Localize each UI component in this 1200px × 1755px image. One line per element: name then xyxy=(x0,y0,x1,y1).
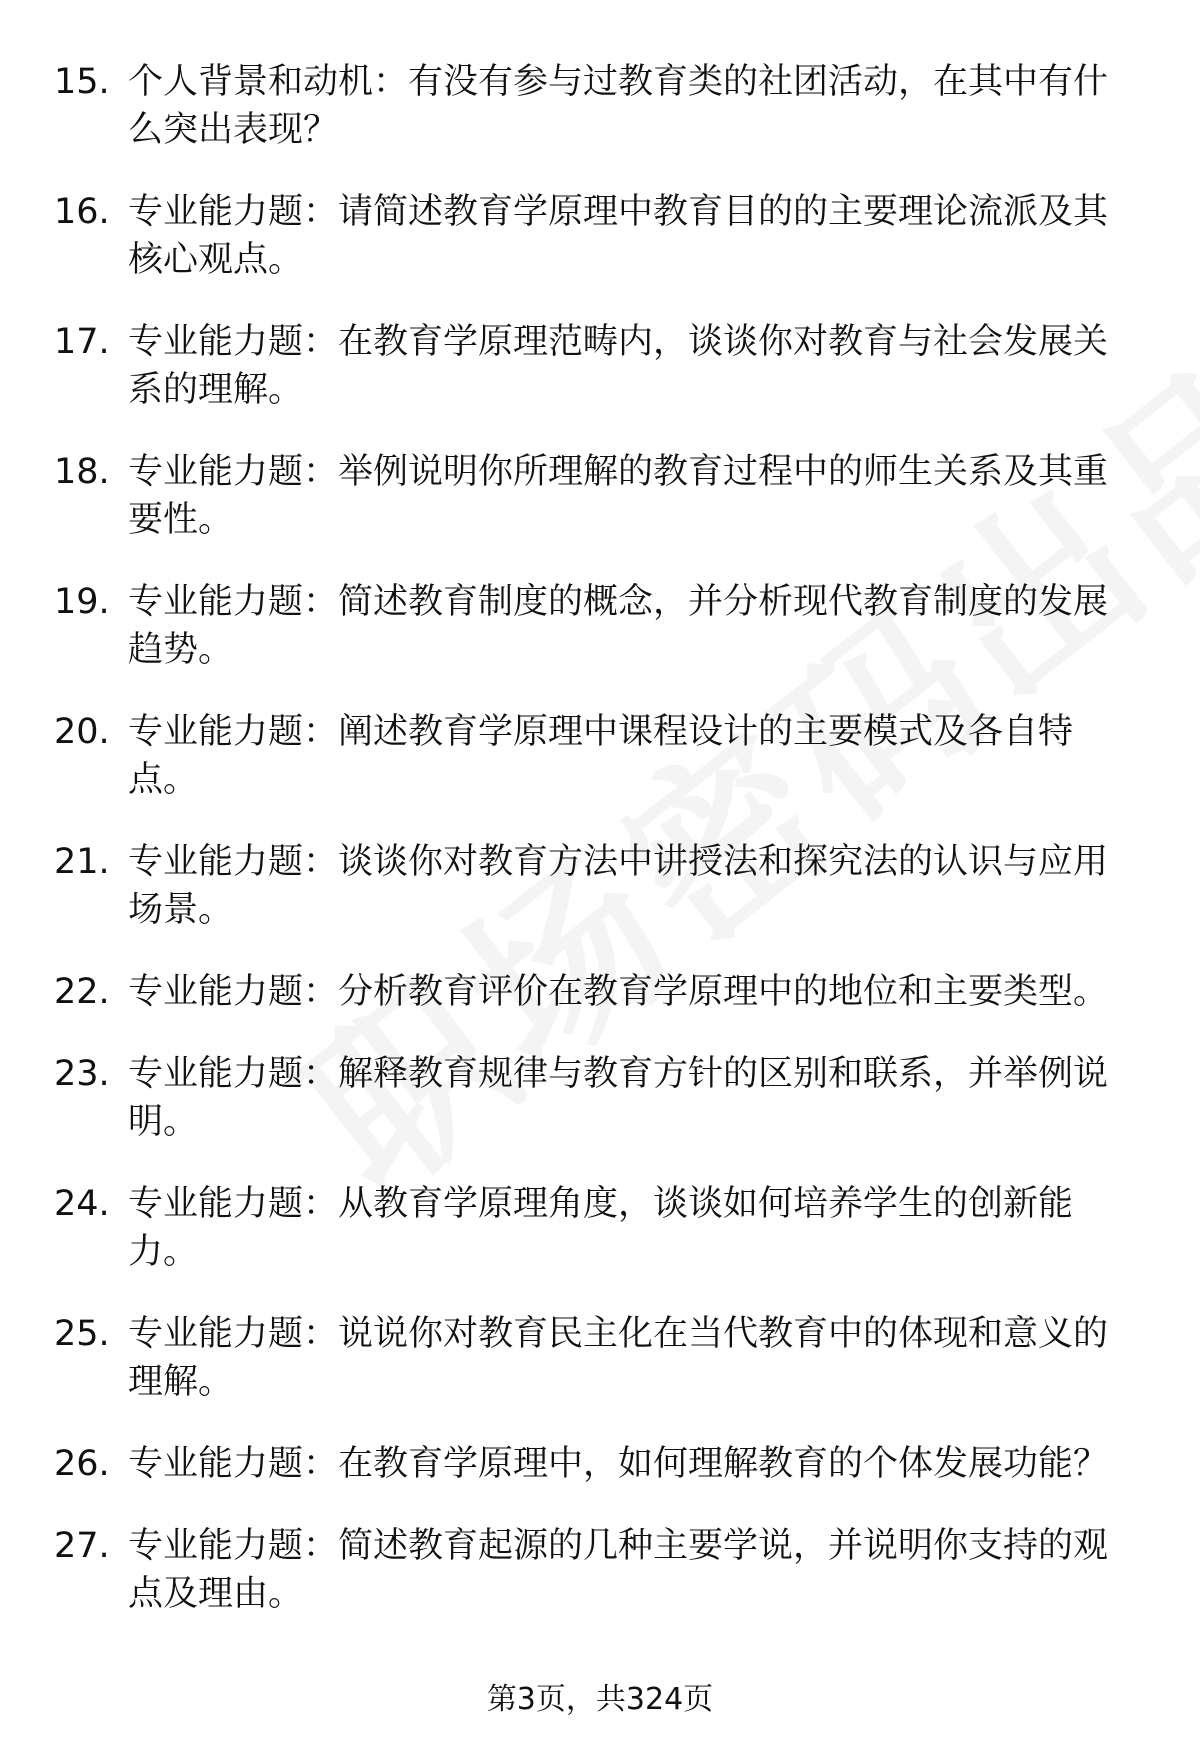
question-number: 23. xyxy=(54,1054,110,1094)
question-item xyxy=(0,968,1200,1016)
question-item xyxy=(0,1180,1200,1276)
page-number-footer: 第3页，共324页 xyxy=(486,1682,714,1717)
question-item xyxy=(0,318,1200,414)
question-item xyxy=(0,838,1200,934)
question-number: 15. xyxy=(54,62,110,102)
question-number: 16. xyxy=(54,192,110,232)
question-item xyxy=(0,1050,1200,1146)
question-text: 专业能力题：谈谈你对教育方法中讲授法和探究法的认识与应用场景。 xyxy=(128,842,1109,930)
question-text: 专业能力题：在教育学原理范畴内，谈谈你对教育与社会发展关系的理解。 xyxy=(128,322,1109,410)
question-number: 24. xyxy=(54,1184,110,1224)
question-number: 17. xyxy=(54,322,110,362)
question-number: 27. xyxy=(54,1526,110,1566)
question-number: 18. xyxy=(54,452,110,492)
question-text: 专业能力题：简述教育制度的概念，并分析现代教育制度的发展趋势。 xyxy=(128,582,1109,670)
question-item xyxy=(0,1522,1200,1618)
question-text: 专业能力题：在教育学原理中，如何理解教育的个体发展功能？ xyxy=(128,1444,1109,1484)
question-item xyxy=(0,1440,1200,1488)
question-number: 22. xyxy=(54,972,110,1012)
question-list xyxy=(0,58,1200,1652)
question-item xyxy=(0,1310,1200,1406)
question-item xyxy=(0,708,1200,804)
question-text: 专业能力题：请简述教育学原理中教育目的的主要理论流派及其核心观点。 xyxy=(128,192,1109,280)
question-number: 26. xyxy=(54,1444,110,1484)
question-item xyxy=(0,58,1200,154)
question-text: 专业能力题：分析教育评价在教育学原理中的地位和主要类型。 xyxy=(128,972,1109,1012)
question-text: 专业能力题：说说你对教育民主化在当代教育中的体现和意义的理解。 xyxy=(128,1314,1109,1402)
question-text: 专业能力题：举例说明你所理解的教育过程中的师生关系及其重要性。 xyxy=(128,452,1109,540)
question-text: 专业能力题：阐述教育学原理中课程设计的主要模式及各自特点。 xyxy=(128,712,1074,800)
question-number: 21. xyxy=(54,842,110,882)
question-number: 19. xyxy=(54,582,110,622)
question-item xyxy=(0,188,1200,284)
question-item xyxy=(0,448,1200,544)
question-text: 专业能力题：简述教育起源的几种主要学说，并说明你支持的观点及理由。 xyxy=(128,1526,1109,1614)
question-text: 个人背景和动机：有没有参与过教育类的社团活动，在其中有什么突出表现？ xyxy=(128,62,1109,150)
question-number: 20. xyxy=(54,712,110,752)
question-text: 专业能力题：解释教育规律与教育方针的区别和联系，并举例说明。 xyxy=(128,1054,1109,1142)
question-text: 专业能力题：从教育学原理角度，谈谈如何培养学生的创新能力。 xyxy=(128,1184,1074,1272)
question-number: 25. xyxy=(54,1314,110,1354)
question-item xyxy=(0,578,1200,674)
